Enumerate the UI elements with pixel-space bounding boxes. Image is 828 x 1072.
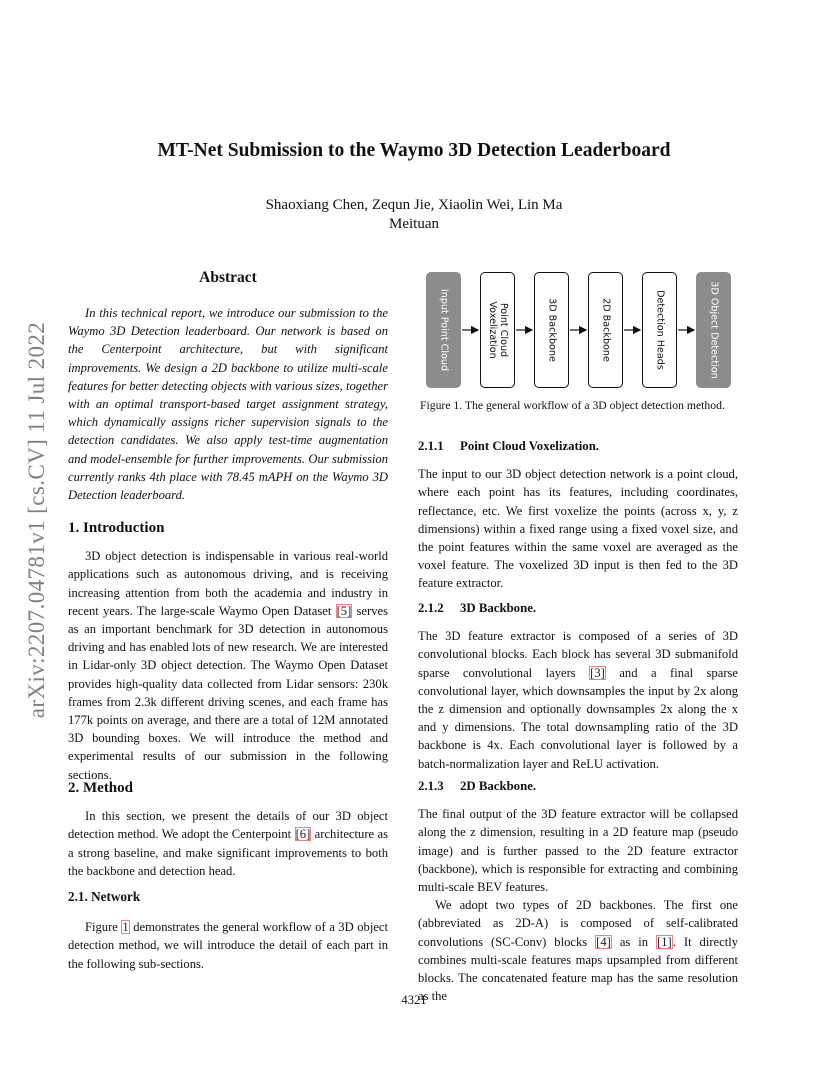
backbone3d-paragraph — [418, 627, 738, 773]
section-title: 2D Backbone. — [460, 779, 537, 793]
paper-title: MT-Net Submission to the Waymo 3D Detection Leaderboard — [157, 140, 671, 161]
backbone2d-section — [418, 777, 738, 1005]
author-names: Shaoxiang Chen, Zequn Jie, Xiaolin Wei, Lin Ma — [265, 197, 563, 213]
backbone2d-text-c: . It directly combines multi-scale features maps upsampled from different blocks. The concatenated feature map has the same resolution as the — [418, 934, 739, 1004]
voxelization-paragraph: The input to our 3D object detection network is a point cloud, where each point has its features, including coordinates, reflectance, etc. We first voxelize the points (across x, y, z dimensions) within a fixed range using a fixed voxel size, and the point features within the same voxel are averaged as the voxel feature. The voxelized 3D input is then fed to the 3D feature extractor. — [418, 467, 738, 591]
intro-text-part2: serves as an important benchmark for 3D detection in autonomous driving and has enabled lots of new research. We are interested in Lidar-only 3D object detection. The Waymo Open Dataset provides high-quality data collected from Lidar sensors: 230k frames from 2.3k different driving scenes, and each frame has 177k points on average, and there are a total of 12M annotated 3D bounding boxes. We will introduce the method and experimental results of our submission in the following sections. — [68, 603, 389, 782]
method-paragraph — [68, 807, 388, 880]
arxiv-id: arXiv:2207.04781v1 [cs.CV] 11 Jul 2022 — [24, 321, 49, 719]
backbone2d-paragraph-2 — [418, 896, 738, 1005]
network-text-end: demonstrates the general workflow of a 3D object detection method, we will introduce the detail of each part in the following sub-sections. — [68, 920, 388, 971]
voxelization-heading — [418, 437, 738, 455]
section-number: 2.1.2 — [418, 601, 444, 615]
method-heading: 2. Method — [68, 780, 133, 796]
introduction-paragraph — [68, 547, 388, 784]
box-3d-backbone — [534, 272, 569, 388]
backbone3d-section — [418, 599, 738, 773]
citation-link-3[interactable]: [3] — [590, 665, 605, 680]
box-2d-backbone — [588, 272, 623, 388]
network-section — [68, 888, 388, 973]
network-heading: 2.1. Network — [68, 889, 141, 904]
box-3d-object-detection — [696, 272, 731, 388]
citation-link-5[interactable]: [5] — [336, 603, 352, 618]
box-voxelization — [480, 272, 515, 388]
box-label: Detection Heads — [654, 290, 665, 370]
section-title: Point Cloud Voxelization. — [460, 439, 600, 453]
box-label: 2D Backbone — [600, 298, 611, 362]
box-label: 3D Backbone — [546, 298, 557, 362]
box-label: 3D Object Detection — [708, 281, 719, 379]
intro-text-part1: 3D object detection is indispensable in various real-world applications such as autonomous driving, and is receiving increasing attention from both the academia and industry in recent years. The large-scale Waymo Open Dataset — [68, 549, 388, 618]
figure-link-1[interactable]: 1 — [122, 920, 129, 935]
box-label: Point Cloud Voxelization — [486, 301, 509, 359]
citation-link-4[interactable]: [4] — [596, 934, 611, 949]
section-number: 2.1.3 — [418, 779, 444, 793]
backbone2d-text-b: as in — [611, 934, 657, 949]
page-number: 4321 — [401, 993, 427, 1007]
method-text-part1: In this section, we present the details of our 3D object detection method. We adopt the Centerpoint — [68, 809, 388, 842]
backbone2d-text-a: We adopt two types of 2D backbones. The first one (abbreviated as 2D-A) is composed of self-calibrated convolutions (SC-Conv) blocks — [418, 898, 738, 949]
network-text-start: Figure — [85, 920, 122, 935]
backbone3d-text-part1: The 3D feature extractor is composed of a series of 3D convolutional blocks. Each block has several 3D submanifold sparse convolutional layers — [418, 629, 738, 680]
figure-caption: Figure 1. The general workflow of a 3D object detection method. — [420, 399, 725, 412]
backbone3d-heading — [418, 599, 738, 617]
backbone2d-heading — [418, 777, 738, 795]
box-input-point-cloud — [426, 272, 461, 388]
backbone2d-paragraph-1: The final output of the 3D feature extractor will be collapsed along the z dimension, resulting in a 2D feature map (pseudo image) and is further passed to the 2D feature extractor (backbone), which is responsible for extracting and combining multi-scale BEV features. — [418, 807, 738, 895]
method-text-part2: architecture as a strong baseline, and make significant improvements to both the backbone and detection head. — [68, 827, 388, 878]
abstract-paragraph: In this technical report, we introduce our submission to the Waymo 3D Detection leaderboard. Our network is based on the Centerpoint architecture, but with significant improvements. We design a 2D backbone to utilize multi-scale features for better detecting objects with various sizes, together with an optimal transport-based target assignment strategy, which dynamically assigns richer supervision signals to the detection candidates. We also apply test-time augmentation and model-ensemble for further improvements. Our submission currently ranks 4th place with 78.45 mAPH on the Waymo 3D Detection leaderboard. — [68, 306, 388, 503]
box-detection-heads — [642, 272, 677, 388]
author-block — [0, 196, 828, 234]
voxelization-section — [418, 437, 738, 593]
network-paragraph — [68, 918, 388, 973]
abstract-heading: Abstract — [199, 269, 257, 286]
citation-link-1[interactable]: [1] — [657, 934, 672, 949]
affiliation: Meituan — [389, 216, 439, 232]
workflow-figure — [420, 268, 736, 392]
arxiv-stamp — [12, 300, 62, 740]
introduction-heading: 1. Introduction — [68, 520, 165, 536]
section-title: 3D Backbone. — [460, 601, 537, 615]
workflow-arrows — [420, 268, 736, 392]
section-number: 2.1.1 — [418, 439, 444, 453]
backbone3d-text-part2: and a final sparse convolutional layer, which downsamples the input by 2x along the z dimension and optionally downsamples 2x along the x and y dimensions. The total downsampling ratio of the 3D backbone is 4x. Each convolutional layer is followed by a batch-normalization layer and ReLU activation. — [418, 665, 738, 771]
method-section — [68, 779, 388, 880]
introduction-section — [68, 519, 388, 784]
box-label: Input Point Cloud — [438, 288, 449, 372]
abstract-text — [68, 304, 388, 504]
citation-link-6[interactable]: [6] — [295, 827, 311, 842]
